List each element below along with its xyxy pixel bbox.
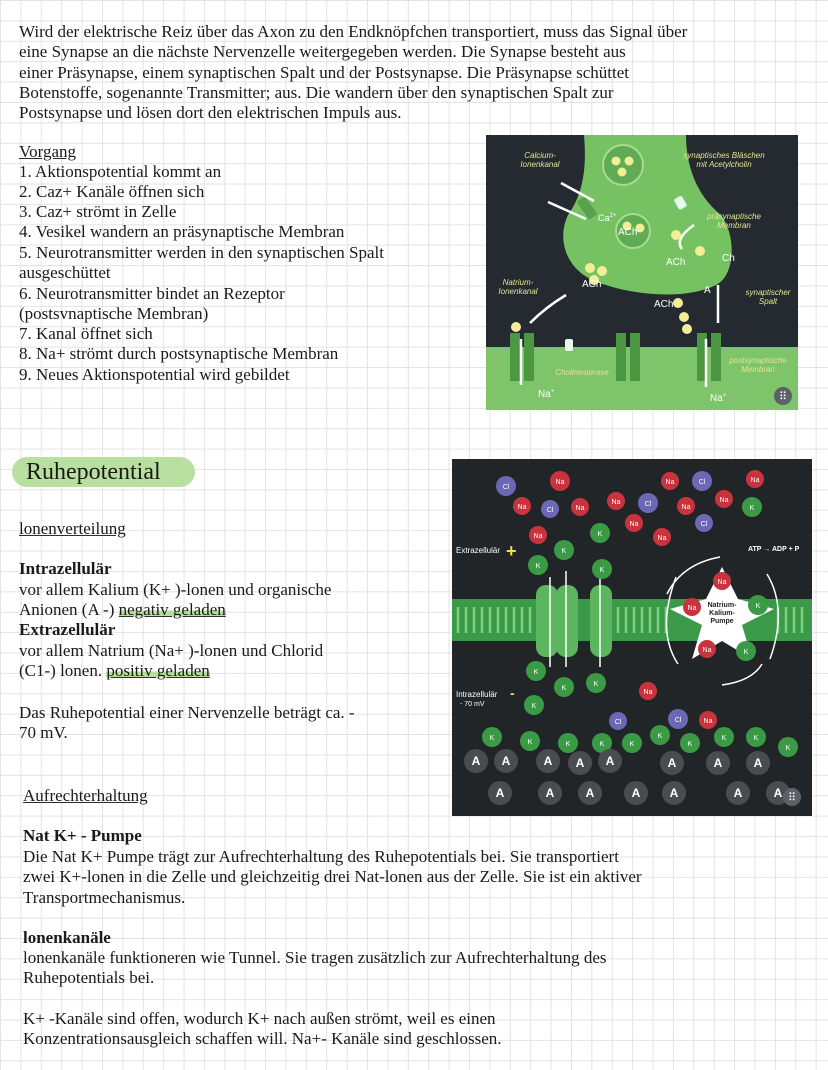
svg-text:Na: Na [703, 718, 713, 725]
kanal-heading: lonenkanäle [23, 928, 111, 947]
svg-text:+: + [506, 541, 517, 561]
k-ion [742, 497, 762, 517]
svg-text:Cl: Cl [698, 479, 706, 486]
na-ion [513, 497, 531, 515]
k-ion [746, 727, 766, 747]
anion [464, 749, 488, 773]
figure-menu-icon[interactable] [783, 788, 801, 806]
na-ion [639, 682, 657, 700]
vorgang-step: 5. Neurotransmitter werden in den synaptischen Spalt ausgeschüttet [19, 243, 384, 283]
svg-text:A: A [669, 786, 679, 800]
svg-text:K: K [657, 733, 663, 740]
cl-ion [609, 712, 627, 730]
calcium-label: Calcium-Ionenkanal [520, 151, 560, 170]
svg-text:K: K [565, 741, 571, 748]
svg-text:⠿: ⠿ [778, 391, 788, 403]
transmitter [679, 312, 689, 322]
k-ion [554, 540, 574, 560]
anion [494, 749, 518, 773]
svg-text:Na: Na [517, 504, 527, 511]
svg-text:K: K [755, 603, 761, 610]
k-ion [524, 695, 544, 715]
natrium-label: Natrium-Ionenkanal [498, 278, 538, 297]
svg-text:K: K [561, 685, 567, 692]
aufrecht-heading: Aufrechterhaltung [23, 786, 148, 805]
na-ion [571, 498, 589, 516]
svg-text:K: K [597, 531, 603, 538]
svg-text:A: A [585, 786, 595, 800]
vorgang-step: 3. Caz+ strömt in Zelle [19, 202, 177, 221]
svg-text:Na: Na [533, 533, 543, 540]
k-ion [714, 727, 734, 747]
intra-heading: Intrazellulär [19, 559, 112, 578]
ion-channel [556, 585, 578, 657]
svg-text:Na+: Na+ [710, 393, 727, 404]
vorgang-step: 7. Kanal öffnet sich [19, 324, 153, 343]
anion [660, 751, 684, 775]
svg-text:Cl: Cl [546, 507, 554, 514]
svg-text:ACh: ACh [654, 299, 674, 310]
transmitter [682, 324, 692, 334]
natrium-channel [510, 333, 520, 381]
svg-text:A: A [667, 756, 677, 770]
svg-text:K: K [721, 735, 727, 742]
na-ion [625, 514, 643, 532]
svg-text:ACh: ACh [582, 279, 602, 290]
ionen-heading: lonenverteilung [19, 519, 126, 538]
extra-heading: Extrazellulär [19, 620, 116, 639]
cleft-label: synaptischer Spalt [745, 288, 791, 307]
pump-text: Die Nat K+ Pumpe trägt zur Aufrechterhaltung des Ruhepotentials bei. Sie transportiert zwei K+-lonen in die Zelle und gleichzeitig drei Nat-lonen aus der Zelle. Sie ist ein aktiver Transportmechanismus. [23, 847, 642, 907]
k-ion [622, 733, 642, 753]
svg-text:K: K [599, 741, 605, 748]
svg-text:A: A [773, 786, 783, 800]
svg-text:Natrium-Kalium-Pumpe: Natrium-Kalium-Pumpe [707, 602, 737, 626]
na-ion [698, 640, 716, 658]
vorgang-step: 6. Neurotransmitter bindet an Rezeptor (postsvnaptische Membran) [19, 284, 285, 324]
svg-text:A: A [495, 786, 505, 800]
anion [624, 781, 648, 805]
figure-menu-icon[interactable] [774, 387, 792, 405]
transmitter [673, 298, 683, 308]
svg-text:Na: Na [575, 505, 585, 512]
intro-paragraph: Wird der elektrische Reiz über das Axon zu den Endknöpfchen transportiert, muss das Signal über eine Synapse an die nächste Nervenzelle weitergegeben werden. Die Synapse besteht aus einer Präsynapse, einem synaptischen Spalt und der Postsynapse. Die Präsynapse schüttet Botenstoffe, sogenannte Transmitter; aus. Die wandern über den synaptischen Spalt zur Postsynapse und lösen dort den elektrischen Impuls aus. [19, 22, 688, 123]
ion-channel [536, 585, 558, 657]
svg-text:K: K [531, 703, 537, 710]
na-ion [715, 490, 733, 508]
transmitter [511, 322, 521, 332]
atp-label: ATP → ADP + P [748, 546, 800, 553]
k-ion [680, 733, 700, 753]
natrium-channel [616, 333, 626, 381]
na-ion [607, 492, 625, 510]
svg-text:Na: Na [719, 497, 729, 504]
svg-text:Cl: Cl [700, 521, 708, 528]
k-ion [482, 727, 502, 747]
presyn-label: präsynaptische Membran [707, 212, 761, 231]
anion [536, 749, 560, 773]
vorgang-step: 1. Aktionspotential kommt an [19, 162, 222, 181]
postsyn-label: postsynaptische Membran [729, 356, 787, 375]
svg-text:K: K [527, 739, 533, 746]
svg-text:-: - [510, 685, 515, 701]
svg-text:Ca2+: $Ca^{2+}$ [598, 213, 617, 223]
negativ-highlight: negativ geladen [118, 600, 226, 620]
svg-text:Na+: Na+ [538, 389, 555, 400]
svg-text:K: K [629, 741, 635, 748]
svg-text:K: K [785, 745, 791, 752]
svg-text:K: K [599, 567, 605, 574]
na-ion [550, 471, 570, 491]
vorgang-heading: Vorgang [19, 142, 76, 161]
vesicle-label: synaptisches Bläschen mit Acetylcholin [683, 151, 765, 170]
anion [746, 751, 770, 775]
k-ion [592, 559, 612, 579]
svg-text:K: K [533, 669, 539, 676]
svg-text:A: A [704, 285, 711, 296]
cl-ion [541, 500, 559, 518]
extra-text: vor allem Natrium (Na+ )-lonen und Chlorid (C1-) lonen. positiv geladen [19, 641, 324, 681]
positiv-highlight: positiv geladen [106, 661, 210, 681]
svg-text:Na: Na [555, 479, 565, 486]
transmitter [585, 263, 595, 273]
ruhepotential-title: Ruhepotential [12, 457, 195, 487]
k-ion [526, 661, 546, 681]
k-ion [650, 725, 670, 745]
svg-text:Na: Na [657, 535, 667, 542]
svg-text:K: K [687, 741, 693, 748]
svg-text:K: K [489, 735, 495, 742]
k-kanal-text: K+ -Kanäle sind offen, wodurch K+ nach außen strömt, weil es einen Konzentrationsausgleich schaffen will. Na+- Kanäle sind geschlossen. [23, 1009, 502, 1049]
svg-text:ACh: ACh [618, 227, 638, 238]
pump-heading: Nat K+ - Pumpe [23, 826, 142, 845]
svg-text:A: A [605, 754, 615, 768]
na-ion [677, 497, 695, 515]
svg-text:Cl: Cl [644, 501, 652, 508]
anion [488, 781, 512, 805]
cl-ion [668, 709, 688, 729]
na-ion [529, 526, 547, 544]
membrane-potential-label: - 70 mV [460, 701, 485, 708]
svg-text:Na: Na [681, 504, 691, 511]
svg-text:A: A [575, 756, 585, 770]
k-ion [748, 595, 768, 615]
na-ion [683, 598, 701, 616]
cl-ion [638, 493, 658, 513]
cl-ion [692, 471, 712, 491]
svg-text:K: K [753, 735, 759, 742]
vorgang-step: 4. Vesikel wandern an präsynaptische Membran [19, 222, 345, 241]
pump-diagram [452, 459, 812, 816]
svg-text:Cl: Cl [674, 717, 682, 724]
extrazellulaer-label: Extrazellulär [456, 546, 501, 555]
na-ion [653, 528, 671, 546]
vorgang-step: 2. Caz+ Kanäle öffnen sich [19, 182, 205, 201]
svg-text:A: A [471, 754, 481, 768]
kanal-text: lonenkanäle funktioneren wie Tunnel. Sie tragen zusätzlich zur Aufrechterhaltung des Ruhepotentials bei. [23, 948, 607, 988]
anion [568, 751, 592, 775]
transmitter [597, 266, 607, 276]
svg-text:A: A [631, 786, 641, 800]
svg-text:K: K [743, 649, 749, 656]
na-ion [713, 572, 731, 590]
svg-text:K: K [749, 505, 755, 512]
anion [598, 749, 622, 773]
vorgang-step: 8. Na+ strömt durch postsynaptische Membran [19, 344, 339, 363]
svg-text:Na: Na [643, 689, 653, 696]
k-ion [778, 737, 798, 757]
svg-text:ACh: ACh [666, 257, 686, 268]
svg-text:A: A [545, 786, 555, 800]
ion-channel [590, 585, 612, 657]
na-ion [699, 711, 717, 729]
vorgang-step: 9. Neues Aktionspotential wird gebildet [19, 365, 290, 384]
svg-text:A: A [543, 754, 553, 768]
k-ion [528, 555, 548, 575]
cl-ion [496, 476, 516, 496]
svg-text:Na: Na [611, 499, 621, 506]
intra-text: vor allem Kalium (K+ )-lonen und organische Anionen (A -) negativ geladen [19, 580, 332, 620]
na-ion [746, 470, 764, 488]
svg-text:⠿: ⠿ [787, 792, 797, 804]
svg-text:K: K [561, 548, 567, 555]
k-ion [520, 731, 540, 751]
cl-ion [695, 514, 713, 532]
svg-text:A: A [713, 756, 723, 770]
svg-text:A: A [753, 756, 763, 770]
svg-text:Na: Na [750, 477, 760, 484]
svg-text:Ch: Ch [722, 253, 735, 264]
svg-text:Cl: Cl [614, 719, 622, 726]
svg-text:Na: Na [687, 605, 697, 612]
k-ion [590, 523, 610, 543]
k-ion [558, 733, 578, 753]
svg-text:Na: Na [702, 647, 712, 654]
svg-text:A: A [733, 786, 743, 800]
anion [578, 781, 602, 805]
k-ion [736, 641, 756, 661]
vesicle [603, 145, 643, 185]
anion [706, 751, 730, 775]
intrazellulaer-label: Intrazellulär [456, 690, 498, 699]
svg-text:Na: Na [717, 579, 727, 586]
anion [662, 781, 686, 805]
na-ion [661, 472, 679, 490]
anion [726, 781, 750, 805]
transmitter [695, 246, 705, 256]
k-ion [586, 673, 606, 693]
svg-text:A: A [501, 754, 511, 768]
synapse-diagram [486, 135, 798, 410]
svg-text:Cl: Cl [502, 484, 510, 491]
svg-text:K: K [535, 563, 541, 570]
k-ion [554, 677, 574, 697]
svg-text:K: K [593, 681, 599, 688]
svg-text:Na: Na [665, 479, 675, 486]
cholin-label: Cholinesterase [555, 368, 609, 377]
ruhe-value: Das Ruhepotential einer Nervenzelle beträgt ca. - 70 mV. [19, 703, 355, 743]
svg-text:Na: Na [629, 521, 639, 528]
anion [538, 781, 562, 805]
